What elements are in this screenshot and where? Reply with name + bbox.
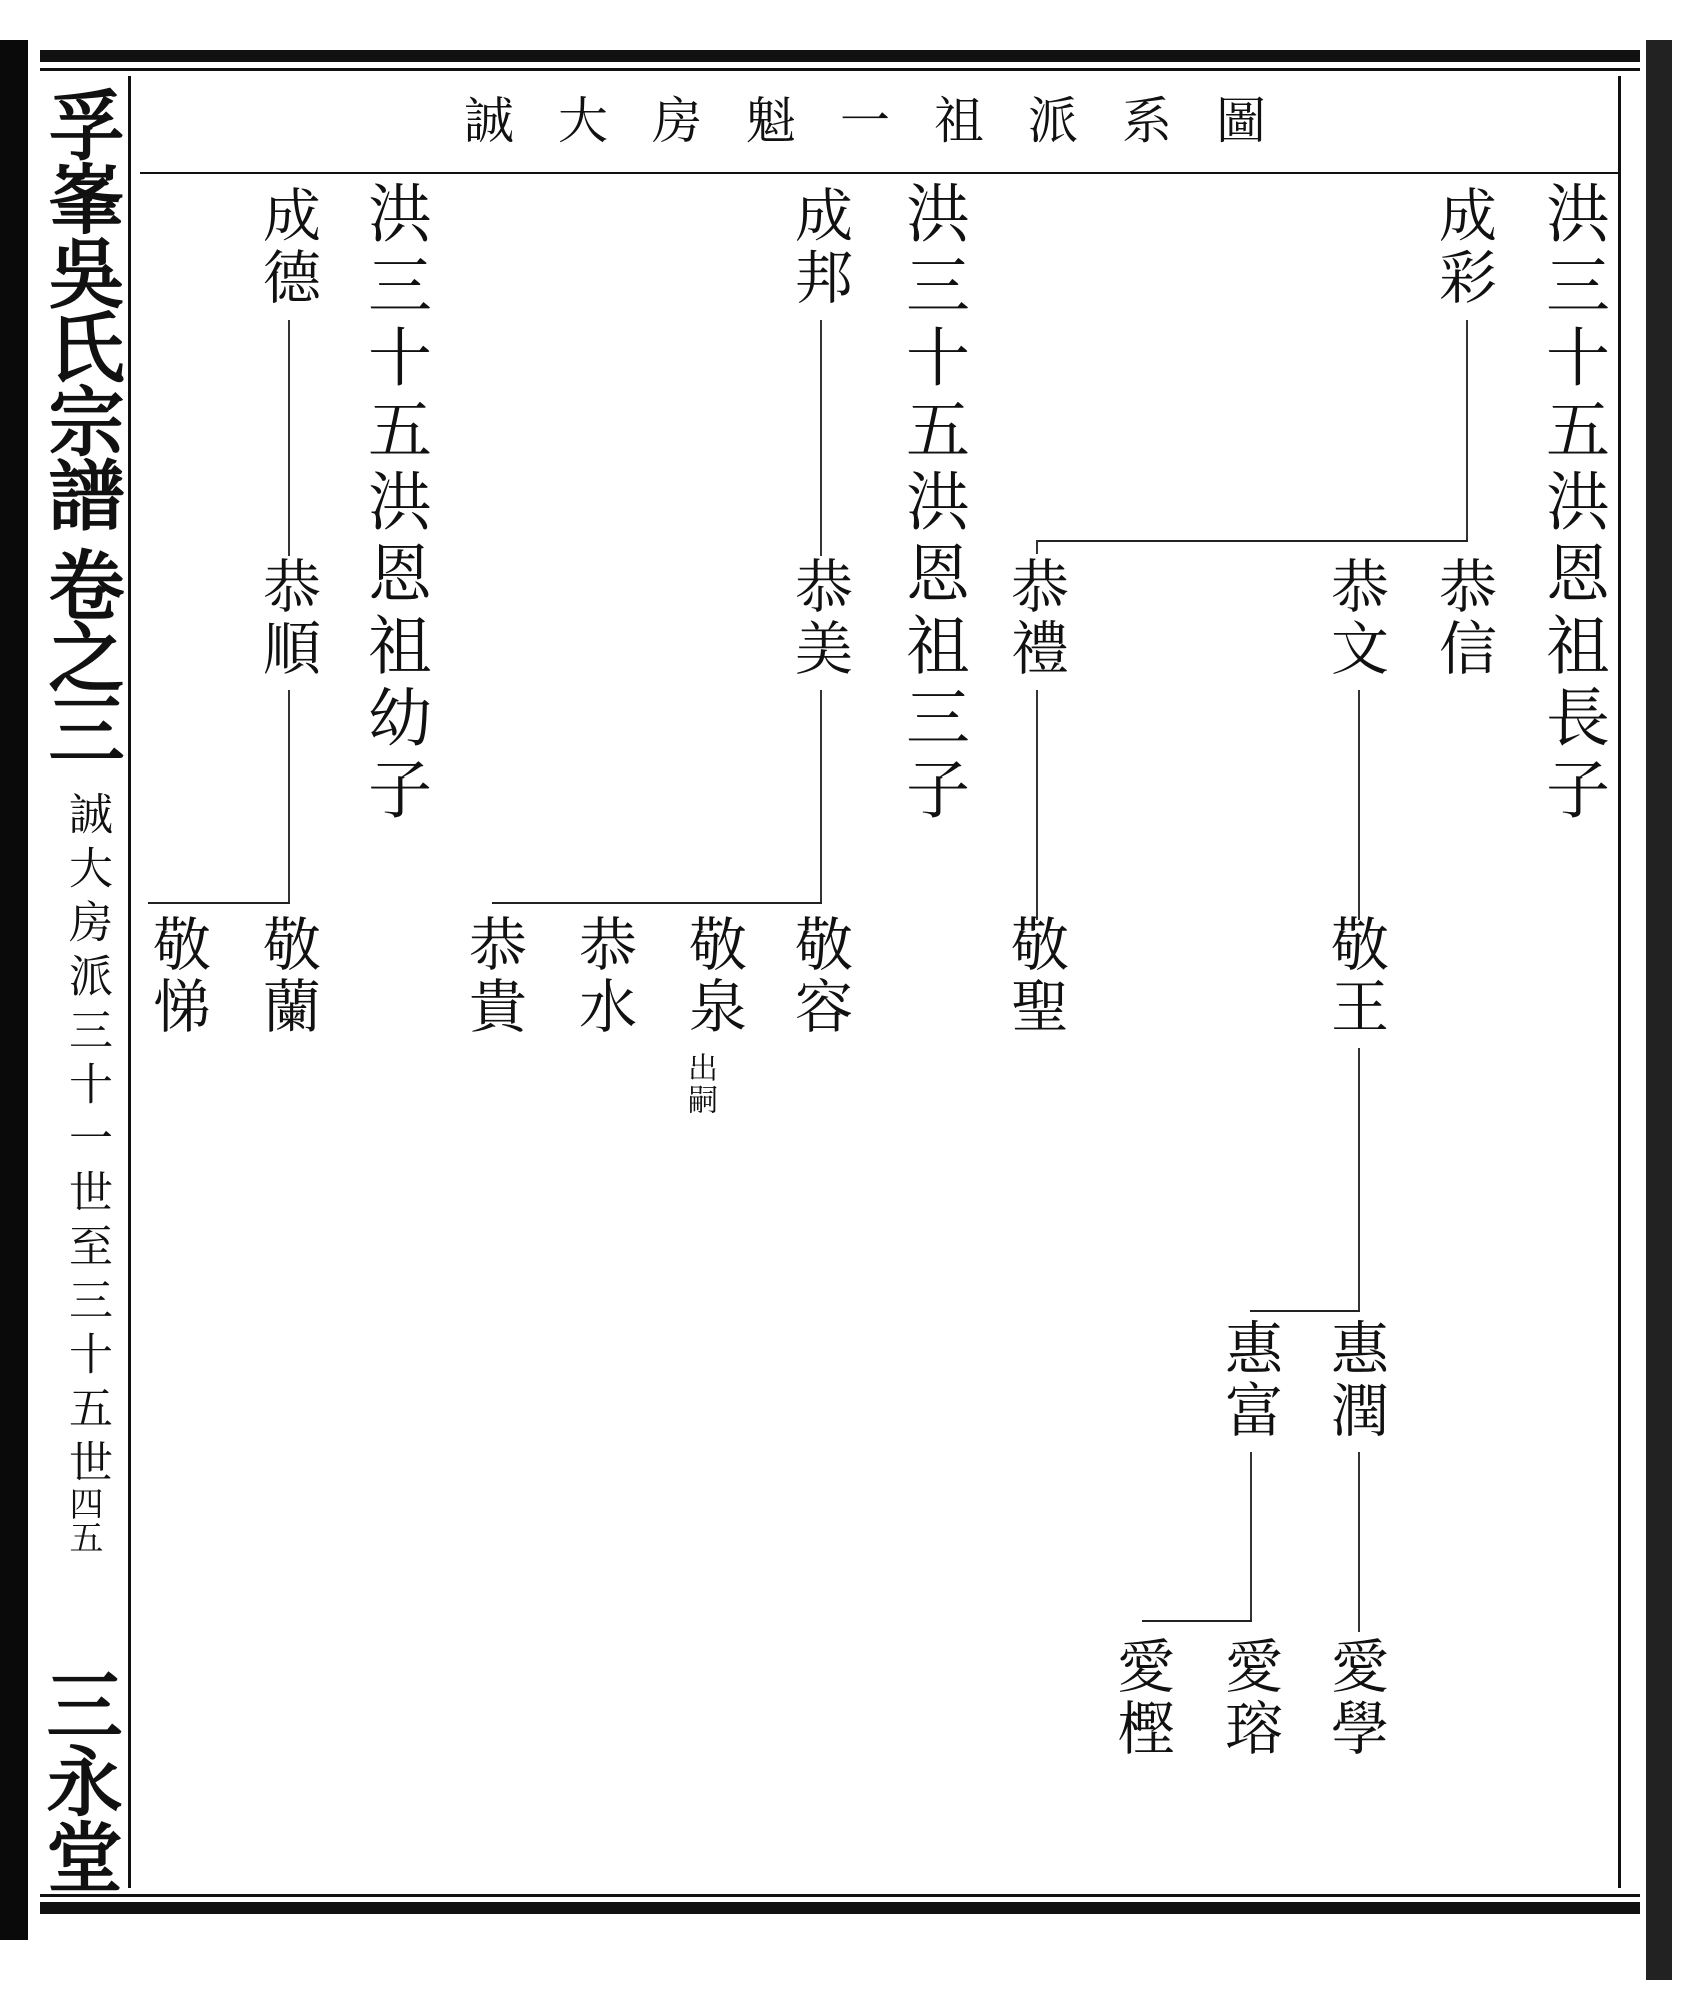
- gen36-airong: 愛瑢: [1215, 1636, 1283, 1760]
- gen31-third: 洪三十五洪恩祖三子: [895, 180, 969, 828]
- gen35-huirun: 惠潤: [1321, 1318, 1389, 1442]
- gen31-eldest: 洪三十五洪恩祖長子: [1535, 180, 1609, 828]
- title-underline: [140, 172, 1618, 174]
- gen31-youngest: 洪三十五洪恩祖幼子: [357, 180, 431, 828]
- gen33-gongshun: 恭順: [253, 556, 321, 680]
- line-chengbang-down: [820, 320, 822, 556]
- margin-book-title: 孚峯吳氏宗譜: [36, 86, 125, 530]
- page-title: 誠大房魁一祖派系圖: [464, 92, 1310, 150]
- left-frame: [128, 76, 131, 1888]
- gen34-gongshui: 恭水: [569, 914, 637, 1038]
- gen34-jingquan: 敬泉: [679, 914, 747, 1038]
- left-edge: [0, 40, 28, 1940]
- line-chengde-down: [288, 320, 290, 556]
- margin-volume: 卷之三: [36, 546, 125, 762]
- line-gongwen-down: [1358, 690, 1360, 920]
- line-jingwang-down: [1358, 1048, 1360, 1310]
- gen35-huifu: 惠富: [1215, 1318, 1283, 1442]
- gen33-gongli: 恭禮: [1001, 556, 1069, 680]
- gen34-jinglan: 敬蘭: [253, 914, 321, 1038]
- gen33-gongwen: 恭文: [1321, 556, 1389, 680]
- gen34-jingti: 敬悌: [143, 914, 211, 1038]
- gen34-gonggui: 恭貴: [459, 914, 527, 1038]
- gen32-chengbang: 成邦: [785, 185, 853, 309]
- margin-section: 誠大房派三十一世至三十五世: [61, 791, 112, 1493]
- gen34-jingsheng: 敬聖: [1001, 914, 1069, 1038]
- gen32-chengde: 成德: [253, 185, 321, 309]
- line-gongmei-down: [820, 690, 822, 902]
- margin-hall: 三永堂: [34, 1666, 123, 1894]
- right-edge: [1646, 40, 1672, 1980]
- margin-page: 四五: [63, 1486, 103, 1554]
- gen33-gongmei: 恭美: [785, 556, 853, 680]
- bottom-border-thin: [40, 1894, 1640, 1897]
- line-gongshun-sons: [148, 902, 290, 904]
- line-to-gongli: [1036, 540, 1038, 554]
- gen32-chengcai: 成彩: [1429, 185, 1497, 309]
- gen33-gongxin: 恭信: [1429, 556, 1497, 680]
- gen34-jingrong: 敬容: [785, 914, 853, 1038]
- margin-column: [30, 76, 126, 1894]
- line-gongshun-down: [288, 690, 290, 902]
- gen36-aixing: 愛樫: [1107, 1636, 1175, 1760]
- top-border: [40, 50, 1640, 62]
- right-frame: [1618, 76, 1621, 1888]
- gen34-jingquan-note: 出嗣: [682, 1052, 717, 1116]
- line-huifu-sons: [1142, 1620, 1252, 1622]
- line-gongli-down: [1036, 690, 1038, 920]
- gen36-aixue: 愛學: [1321, 1636, 1389, 1760]
- line-chengcai-sons: [1036, 540, 1468, 542]
- gen34-jingwang: 敬王: [1321, 914, 1389, 1038]
- line-chengcai-down: [1466, 320, 1468, 540]
- line-huifu-down: [1250, 1452, 1252, 1620]
- line-gongmei-sons: [492, 902, 822, 904]
- line-jingwang-sons: [1250, 1310, 1360, 1312]
- top-border-thin: [40, 68, 1640, 71]
- bottom-border: [40, 1902, 1640, 1914]
- line-huirun-down: [1358, 1452, 1360, 1632]
